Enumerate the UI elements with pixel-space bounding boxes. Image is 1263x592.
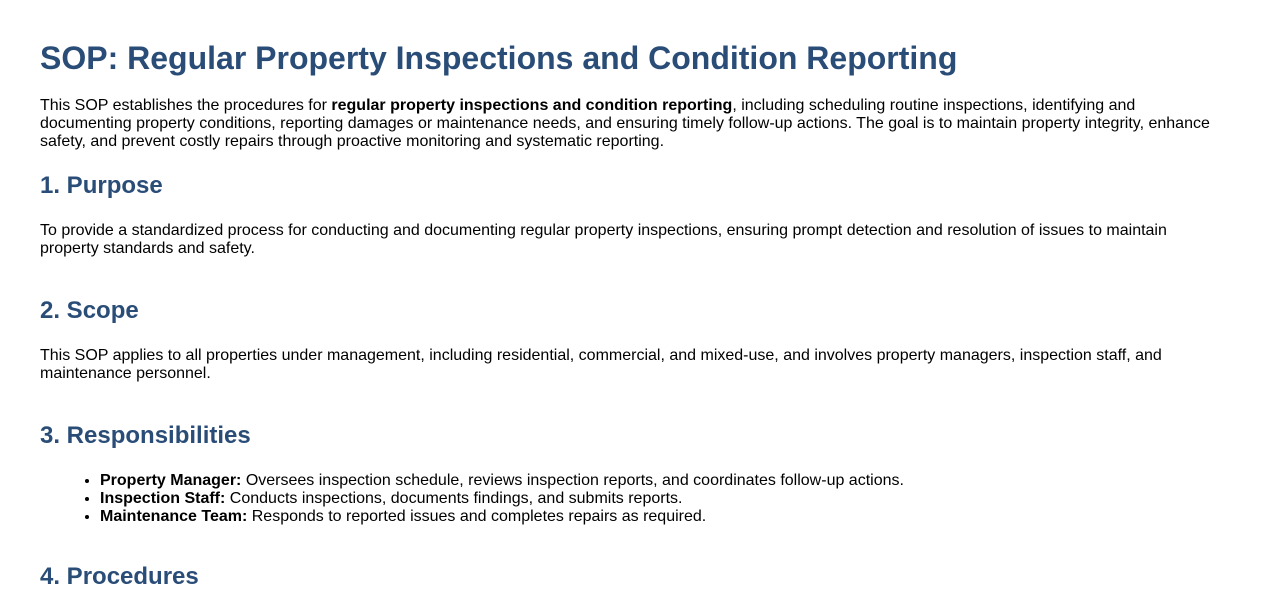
page-title: SOP: Regular Property Inspections and Condition Reporting — [40, 40, 958, 76]
intro-text-before: This SOP establishes the procedures for — [40, 97, 332, 114]
list-item — [100, 472, 1223, 490]
section-heading-responsibilities: 3. Responsibilities — [40, 422, 251, 449]
role-label: Maintenance Team: — [100, 508, 248, 525]
role-description: Oversees inspection schedule, reviews inspection reports, and coordinates follow-up actions. — [241, 472, 904, 489]
list-item — [100, 490, 1223, 508]
role-description: Conducts inspections, documents findings, and submits reports. — [225, 490, 683, 507]
intro-text-bold: regular property inspections and condition reporting — [331, 97, 733, 114]
role-description: Responds to reported issues and completes repairs as required. — [247, 508, 707, 525]
section-heading-scope: 2. Scope — [40, 297, 139, 324]
purpose-paragraph: To provide a standardized process for conducting and documenting regular property inspections, ensuring prompt detection and resolution of issues to maintain property standards and safety. — [40, 222, 1167, 257]
responsibilities-list — [40, 472, 1223, 526]
role-label: Property Manager: — [100, 472, 242, 489]
intro-text-after: , including scheduling routine inspections, identifying and documenting property conditions, reporting damages or maintenance needs, and ensuring timely follow-up actions. The goal is to maintain property integrity, enhance safety, and prevent costly repairs through proactive monitoring and systematic reporting. — [40, 97, 1210, 150]
section-heading-purpose: 1. Purpose — [40, 172, 163, 199]
role-label: Inspection Staff: — [100, 490, 226, 507]
scope-paragraph: This SOP applies to all properties under management, including residential, commercial, and mixed-use, and involves property managers, inspection staff, and maintenance personnel. — [40, 347, 1162, 382]
list-item — [100, 508, 1223, 526]
intro-paragraph — [40, 97, 1223, 151]
section-heading-procedures: 4. Procedures — [40, 563, 199, 590]
